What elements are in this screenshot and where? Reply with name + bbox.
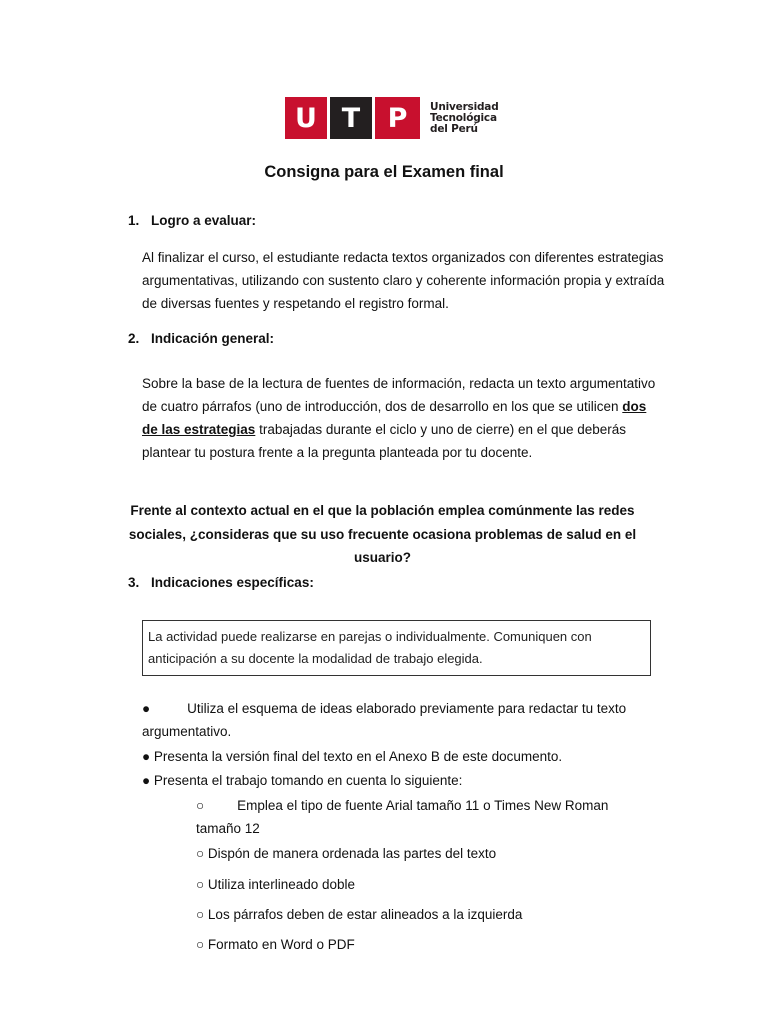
logo-text-line: del Perú <box>430 122 478 135</box>
indicacion-emphasis: dos de las estrategias <box>142 399 647 437</box>
sub-item <box>196 873 656 896</box>
indicacion-text-before: Sobre la base de la lectura de fuentes de información, redacta un texto argumentativo de cuatro párrafos (uno de introducción, dos de desarrollo en los que se utilicen <box>142 376 656 414</box>
indicacion-text-after: trabajadas durante el ciclo y uno de cierre) en el que deberás plantear tu postura frente a la pregunta planteada por tu docente. <box>142 422 627 460</box>
bullet-symbol: ● <box>142 701 151 716</box>
section-number: 3. <box>128 575 140 590</box>
sub-item-text: Formato en Word o PDF <box>207 937 355 952</box>
bullet-item <box>142 697 632 743</box>
section-heading-text: Indicaciones específicas: <box>151 575 314 590</box>
page-title: Consigna para el Examen final <box>264 163 504 181</box>
sub-item <box>196 903 656 926</box>
logo-letter-u: U <box>285 97 327 139</box>
section-number: 1. <box>128 213 140 228</box>
sub-item-text: Los párrafos deben de estar alineados a la izquierda <box>207 907 523 922</box>
logo-letter-p: P <box>375 97 420 139</box>
sub-item <box>196 842 656 865</box>
utp-logo <box>285 97 499 139</box>
section-heading-text: Indicación general: <box>151 331 275 346</box>
logo-text-line: Universidad <box>430 100 499 113</box>
section-heading-logro <box>128 213 256 228</box>
sub-item <box>196 794 646 840</box>
sub-item-text: Emplea el tipo de fuente Arial tamaño 11 o Times New Roman tamaño 12 <box>196 798 609 836</box>
sub-item-text: Utiliza interlineado doble <box>207 877 356 892</box>
section-heading-text: Logro a evaluar: <box>151 213 257 228</box>
indicacion-paragraph <box>142 372 660 464</box>
bullet-symbol: ● <box>142 749 151 764</box>
section-number: 2. <box>128 331 140 346</box>
logo-wordmark <box>430 102 499 135</box>
sub-item <box>196 933 656 956</box>
sub-bullet-symbol: ○ <box>196 877 205 892</box>
sub-item-text: Dispón de manera ordenada las partes del texto <box>207 846 497 861</box>
sub-bullet-symbol: ○ <box>196 937 205 952</box>
bullet-text: Presenta el trabajo tomando en cuenta lo siguiente: <box>153 773 463 788</box>
logro-paragraph: Al finalizar el curso, el estudiante redacta textos organizados con diferentes estrategias argumentativas, utilizando con sustento claro y coherente información propia y extraída de diversas fuentes y respetando el registro formal. <box>142 250 665 311</box>
bullet-item <box>142 745 642 768</box>
section-heading-especificas <box>128 575 314 590</box>
bullet-symbol: ● <box>142 773 151 788</box>
section-heading-indicacion <box>128 331 274 346</box>
sub-bullet-symbol: ○ <box>196 846 205 861</box>
bullet-text: Utiliza el esquema de ideas elaborado previamente para redactar tu texto argumentativo. <box>142 701 627 739</box>
bullet-item <box>142 769 642 792</box>
guiding-question: Frente al contexto actual en el que la población emplea comúnmente las redes sociales, ¿consideras que su uso frecuente ocasiona problemas de salud en el usuario? <box>128 503 637 565</box>
logo-text-line: Tecnológica <box>430 111 497 124</box>
logo-letter-t: T <box>330 97 372 139</box>
sub-bullet-symbol: ○ <box>196 907 205 922</box>
sub-bullet-symbol: ○ <box>196 798 205 813</box>
bullet-text: Presenta la versión final del texto en el Anexo B de este documento. <box>153 749 563 764</box>
activity-note-box: La actividad puede realizarse en parejas o individualmente. Comuniquen con anticipación a su docente la modalidad de trabajo elegida. <box>142 620 651 676</box>
